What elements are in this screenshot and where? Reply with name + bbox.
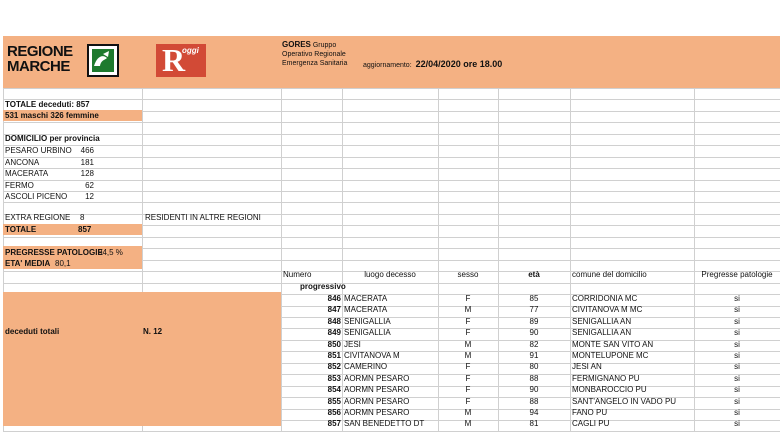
row-patologie: si	[734, 351, 740, 360]
update-info	[363, 59, 502, 69]
row-luogo: CIVITANOVA M	[344, 351, 400, 360]
grid-row-line	[3, 283, 780, 284]
header-eta: età	[528, 270, 540, 279]
row-luogo: SENIGALLIA	[344, 328, 391, 338]
logo-line1: REGIONE	[7, 43, 73, 60]
row-num: 857	[327, 419, 341, 429]
row-sesso: M	[464, 339, 472, 349]
grid-row-line	[3, 214, 780, 215]
row-comune: CAGLI PU	[572, 419, 610, 429]
row-luogo: AORMN PESARO	[344, 408, 410, 417]
row-eta: 82	[529, 339, 539, 349]
row-comune: FANO PU	[572, 408, 608, 417]
row-luogo: MACERATA	[344, 294, 388, 303]
roggi-logo	[156, 44, 206, 77]
row-sesso: M	[464, 305, 472, 315]
row-patologie: si	[734, 362, 740, 372]
row-num: 848	[327, 316, 341, 326]
row-luogo: AORMN PESARO	[344, 385, 410, 395]
extra-value: 8	[80, 213, 85, 222]
roggi-letter: R	[162, 42, 186, 78]
grid-row-line	[3, 202, 780, 203]
row-luogo: AORMN PESARO	[344, 373, 410, 383]
row-eta: 88	[529, 373, 539, 383]
eta-value: 80,1	[55, 259, 71, 268]
row-comune: MONBAROCCIO PU	[572, 385, 647, 395]
row-sesso: F	[465, 294, 471, 303]
deceduti-n: N. 12	[143, 327, 163, 336]
grid-row-line	[3, 99, 780, 100]
grid-col-line	[342, 88, 343, 432]
row-eta: 90	[529, 328, 539, 338]
row-eta: 91	[529, 351, 539, 360]
gores-suffix: Gruppo	[312, 42, 337, 49]
total-label: TOTALE deceduti:	[5, 100, 75, 109]
row-num: 846	[327, 294, 341, 303]
extra-label: EXTRA REGIONE	[5, 213, 71, 222]
row-comune: MONTE SAN VITO AN	[572, 339, 654, 349]
province-value: 466	[80, 146, 94, 155]
province-name: FERMO	[5, 180, 34, 190]
grid-row-line	[3, 237, 780, 238]
province-value: 181	[80, 157, 94, 167]
row-luogo: MACERATA	[344, 305, 388, 315]
header-comune: comune del domicilio	[572, 270, 647, 279]
row-patologie: si	[734, 339, 740, 349]
row-sesso: F	[465, 373, 471, 383]
row-sesso: F	[465, 362, 471, 372]
header-patologie: Pregresse patologie	[701, 270, 773, 279]
grid-row-line	[3, 145, 780, 146]
gores-name: GORES	[282, 40, 311, 49]
total-deceased	[5, 100, 90, 110]
row-eta: 81	[529, 419, 539, 429]
roggi-small: oggi	[182, 46, 199, 55]
row-sesso: F	[465, 328, 471, 338]
patologie-label: PREGRESSE PATOLOGIE	[5, 248, 103, 257]
province-name: PESARO URBINO	[5, 146, 72, 155]
row-luogo: SENIGALLIA	[344, 316, 391, 326]
row-num: 851	[327, 351, 341, 360]
province-value: 128	[80, 169, 94, 178]
row-patologie: si	[734, 396, 740, 406]
province-name: ANCONA	[5, 157, 40, 167]
row-patologie: si	[734, 305, 740, 315]
logo-line2: MARCHE	[7, 58, 70, 75]
eta-label: ETA' MEDIA	[5, 259, 51, 268]
totale-value: 857	[78, 225, 92, 234]
grid-col-line	[281, 88, 282, 432]
update-label: aggiornamento:	[363, 62, 412, 69]
row-patologie: si	[734, 408, 740, 417]
grid-row-line	[3, 191, 780, 192]
row-sesso: F	[465, 385, 471, 395]
grid-row-line	[3, 431, 780, 432]
row-eta: 94	[529, 408, 539, 417]
province-name: ASCOLI PICENO	[5, 192, 68, 201]
row-eta: 85	[529, 294, 539, 303]
row-comune: CIVITANOVA M MC	[572, 305, 643, 315]
row-comune: FERMIGNANO PU	[572, 373, 640, 383]
row-eta: 88	[529, 396, 539, 406]
row-patologie: si	[734, 419, 740, 429]
row-sesso: F	[465, 396, 471, 406]
row-eta: 90	[529, 385, 539, 395]
progressivo-label: progressivo	[300, 282, 346, 291]
row-eta: 80	[529, 362, 539, 372]
row-num: 852	[327, 362, 341, 372]
row-luogo: CAMERINO	[344, 362, 388, 372]
row-num: 854	[327, 385, 341, 395]
row-num: 850	[327, 339, 341, 349]
header-luogo: luogo decesso	[364, 270, 416, 279]
row-comune: JESI AN	[572, 362, 602, 372]
row-sesso: F	[465, 316, 471, 326]
row-luogo: JESI	[344, 339, 361, 349]
totale-label: TOTALE	[5, 225, 37, 234]
row-num: 847	[327, 305, 341, 315]
extra-note: RESIDENTI IN ALTRE REGIONI	[145, 213, 261, 222]
row-luogo: SAN BENEDETTO DT	[344, 419, 425, 429]
row-num: 855	[327, 396, 341, 406]
gores-line2: Operativo Regionale	[282, 51, 346, 58]
total-value: 857	[76, 100, 90, 109]
row-patologie: si	[734, 328, 740, 338]
row-comune: SENIGALLIA AN	[572, 316, 632, 326]
row-comune: SENIGALLIA AN	[572, 328, 632, 338]
row-comune: SANT'ANGELO IN VADO PU	[572, 396, 677, 406]
grid-row-line	[3, 157, 780, 158]
shield-icon	[87, 44, 119, 77]
row-num: 856	[327, 408, 341, 417]
grid-row-line	[3, 180, 780, 181]
row-sesso: M	[464, 408, 472, 417]
gender-split: 531 maschi 326 femmine	[5, 111, 99, 120]
grid-col-line	[570, 88, 571, 432]
grid-row-line	[3, 134, 780, 135]
row-patologie: si	[734, 316, 740, 326]
row-patologie: si	[734, 373, 740, 383]
patologie-value: 94,5 %	[98, 248, 123, 257]
province-value: 12	[85, 192, 94, 201]
grid-row-line	[3, 122, 780, 123]
row-num: 849	[327, 328, 341, 338]
row-patologie: si	[734, 294, 740, 303]
row-eta: 89	[529, 316, 539, 326]
header-sesso: sesso	[457, 270, 479, 279]
row-comune: MONTELUPONE MC	[572, 351, 649, 360]
grid-row-line	[3, 168, 780, 169]
row-eta: 77	[529, 305, 539, 315]
domicile-title: DOMICILIO per provincia	[5, 134, 100, 143]
update-value: 22/04/2020 ore 18.00	[415, 59, 503, 69]
row-sesso: M	[464, 351, 472, 360]
deceduti-block-bg	[3, 292, 281, 426]
grid-row-line	[3, 88, 780, 89]
gores-block	[282, 40, 347, 68]
gores-line3: Emergenza Sanitaria	[282, 60, 348, 67]
row-sesso: M	[464, 419, 472, 429]
regione-marche-logo	[7, 44, 119, 78]
deceduti-label: deceduti totali	[5, 327, 60, 336]
row-comune: CORRIDONIA MC	[572, 294, 638, 303]
row-patologie: si	[734, 385, 740, 395]
province-name: MACERATA	[5, 169, 49, 178]
row-num: 853	[327, 373, 341, 383]
row-luogo: AORMN PESARO	[344, 396, 410, 406]
province-value: 62	[85, 180, 94, 190]
header-numero: Numero	[283, 270, 312, 279]
